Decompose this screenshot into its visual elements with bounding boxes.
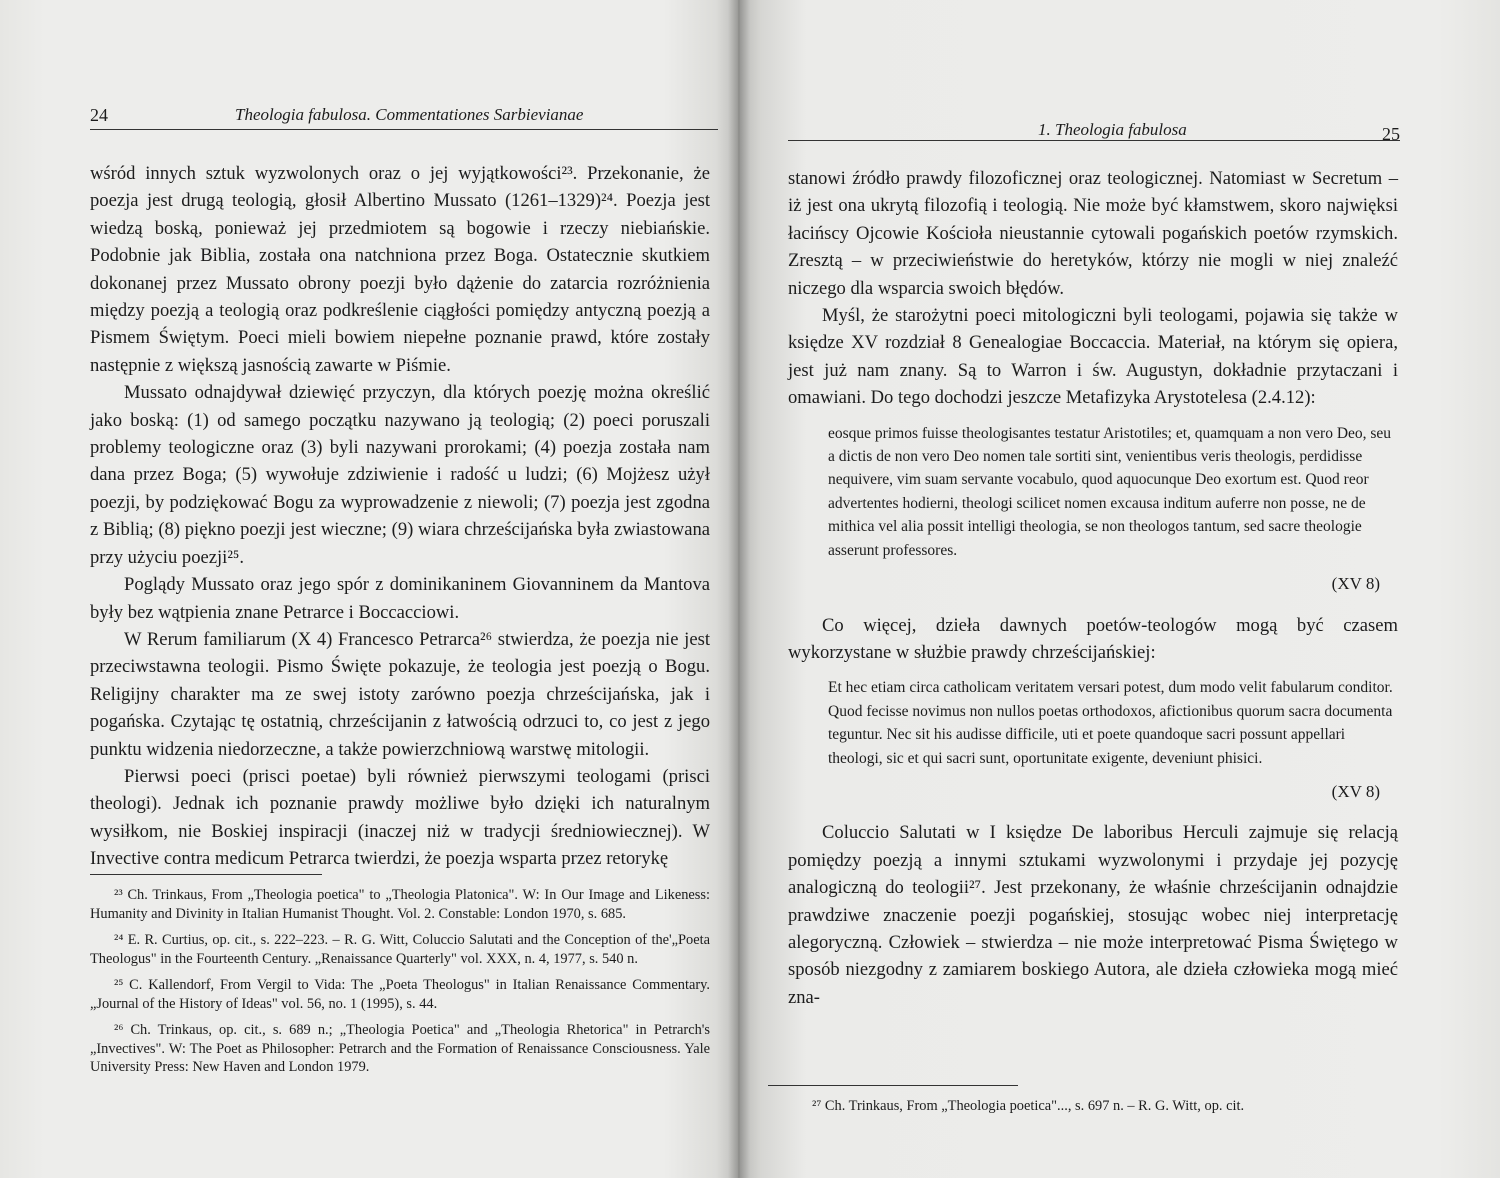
left-page <box>0 0 738 1178</box>
footnote-rule <box>90 874 322 875</box>
running-header <box>90 105 718 130</box>
paragraph: Pierwsi poeci (prisci poetae) byli również pierwszymi teologami (prisci theologi). Jednak ich poznanie prawdy możliwe było dzięki ich naturalnym wysiłkom, nie Boskiej inspiracji (inaczej niż w tradycji średniowiecznej). W Invective contra medicum Petrarca twierdzi, że poezja wsparta przez retorykę <box>90 765 710 870</box>
quote-reference: (XV 8) <box>1331 781 1380 801</box>
right-page <box>738 0 1500 1178</box>
running-head-title: Theologia fabulosa. Commentationes Sarbievianae <box>235 105 584 124</box>
paragraph: Coluccio Salutati w I księdze De laboribus Herculi zajmuje się relacją pomiędzy poezją a innymi sztukami wyzwolonymi i przydaje jej pozycję analogiczną do teologii²⁷. Jest przekonany, że właśnie chrześcijanin odnajdzie prawdziwe znaczenie poezji pogańskiej, stosując wobec niej interpretację alegoryczną. Człowiek – stwierdza – nie może interpretować Pisma Świętego w sposób niezgodny z zamiarem boskiego Autora, ale dzieła człowieka mogą mieć zna- <box>788 822 1398 1008</box>
paragraph: Poglądy Mussato oraz jego spór z dominikaninem Giovanninem da Mantova były bez wątpienia znane Petrarce i Boccacciowi. <box>90 574 710 623</box>
main-text <box>788 165 1398 1011</box>
running-header <box>788 116 1400 144</box>
paragraph: Myśl, że starożytni poeci mitologiczni byli teologami, pojawia się także w księdze XV rozdział 8 Genealogiae Boccaccia. Materiał, na którym się opiera, jest już nam znany. Są to Warron i św. Augustyn, dokładnie przytaczani i omawiani. Do tego dochodzi jeszcze Metafizyka Arystotelesa (2.4.12): <box>788 305 1398 409</box>
paragraph: Co więcej, dzieła dawnych poetów-teologów mogą być czasem wykorzystane w służbie prawdy chrześcijańskiej: <box>788 614 1398 663</box>
running-head-title: 1. Theologia fabulosa <box>1038 120 1187 139</box>
book-gutter <box>728 0 750 1178</box>
paragraph: Mussato odnajdywał dziewięć przyczyn, dla których poezję można określić jako boską: (1) od samego początku nazywano ją teologią; (2) poeci poruszali problemy teologiczne oraz (3) byli nazywani prorokami; (4) poezja została nam dana przez Boga; (5) wywołuje zdziwienie i radość u ludzi; (6) Mojżesz użył poezji, by podziękować Bogu za wyprowadzenie z niewoli; (7) poezja jest zgodna z Biblią; (8) piękno poezji jest wieczne; (9) wiara chrześcijańska była zwiastowana przy użyciu poezji²⁵. <box>90 382 710 568</box>
footnotes <box>90 886 710 1085</box>
footnotes <box>788 1097 1400 1124</box>
page-number: 25 <box>1382 124 1400 144</box>
main-text <box>90 160 710 873</box>
footnote: ²⁶ Ch. Trinkaus, op. cit., s. 689 n.; „Theologia Poetica" and „Theologia Rhetorica" in Petrarch's „Invectives". W: The Poet as Philosopher: Petrarch and the Formation of Renaissance Consciousness. Yale University Press: New Haven and London 1979. <box>90 1022 710 1075</box>
page-number: 24 <box>90 105 108 125</box>
paragraph: wśród innych sztuk wyzwolonych oraz o jej wyjątkowości²³. Przekonanie, że poezja jest drugą teologią, głosił Albertino Mussato (1261–1329)²⁴. Poezja jest wiedzą boską, ponieważ jej przedmiotem są bogowie i rzeczy niebiańskie. Podobnie jak Biblia, została ona natchniona przez Boga. Ostatecznie skutkiem dokonanej przez Mussato obrony poezji było dążenie do zatarcia rozróżnienia między poezją a teologią oraz podkreślenie ciągłości pomiędzy antyczną poezją a Pismem Świętym. Poeci mieli bowiem niepełne poznanie prawd, które zostały następnie z większą jasnością zawarte w Piśmie. <box>90 163 710 376</box>
block-quote: eosque primos fuisse theologisantes testatur Aristotiles; et, quamquam a non vero Deo, seu a dictis de non vero Deo nomen tale sortiti sint, venientibus veris theologis, perdidisse nequivere, vim suam servante vocabulo, quod aquocunque Deo exortum est. Quod reor advertentes hodierni, theologi scilicet nomen excausa inditum auferre non posse, ne de mithica vel alia possit intelligi theologia, se non theologos tantum, sed sacre theologie asserunt professores. <box>828 424 1392 559</box>
footnote-rule <box>768 1085 1018 1086</box>
footnote: ²⁵ C. Kallendorf, From Vergil to Vida: The „Poeta Theologus" in Italian Renaissance Commentary. „Journal of the History of Ideas" vol. 56, no. 1 (1995), s. 44. <box>90 977 710 1012</box>
footnote: ²⁴ E. R. Curtius, op. cit., s. 222–223. – R. G. Witt, Coluccio Salutati and the Conception of the'„Poeta Theologus" in the Fourteenth Century. „Renaissance Quarterly" vol. XXX, n. 4, 1977, s. 540 n. <box>90 932 710 967</box>
paragraph: stanowi źródło prawdy filozoficznej oraz teologicznej. Natomiast w Secretum – iż jest ona ukrytą filozofią i teologią. Nie może być kłamstwem, skoro najwięksi łacińscy Ojcowie Kościoła nieustannie cytowali pogańskich poetów rzymskich. Zresztą – w przeciwieństwie do heretyków, którzy nie mogli w niej znaleźć niczego dla wsparcia swoich błędów. <box>788 168 1398 299</box>
paragraph: W Rerum familiarum (X 4) Francesco Petrarca²⁶ stwierdza, że poezja nie jest przeciwstawna teologii. Pismo Święte pokazuje, że teologia jest poezją o Bogu. Religijny charakter ma ze swej istoty zarówno poezja chrześcijańska, jak i pogańska. Czytając tę ostatnią, chrześcijanin z łatwością odrzuci to, co jest z jego punktu widzenia niedorzeczne, a także powierzchniową warstwę mitologii. <box>90 628 710 760</box>
quote-reference: (XV 8) <box>1331 574 1380 594</box>
block-quote: Et hec etiam circa catholicam veritatem versari potest, dum modo velit fabularum conditor. Quod fecisse novimus non nullos poetas orthodoxos, afictionibus quorum sacra documenta teguntur. Nec sit his audisse difficile, uti et poete quandoque sacri possunt appellari theologi, sic et qui sacri sunt, oportunitate exigente, deveniunt phisici. <box>828 679 1393 767</box>
footnote: ²⁷ Ch. Trinkaus, From „Theologia poetica"..., s. 697 n. – R. G. Witt, op. cit. <box>812 1098 1245 1114</box>
footnote: ²³ Ch. Trinkaus, From „Theologia poetica" to „Theologia Platonica". W: In Our Image and Likeness: Humanity and Divinity in Italian Humanist Thought. Vol. 2. Constable: London 1970, s. 685. <box>90 887 710 922</box>
